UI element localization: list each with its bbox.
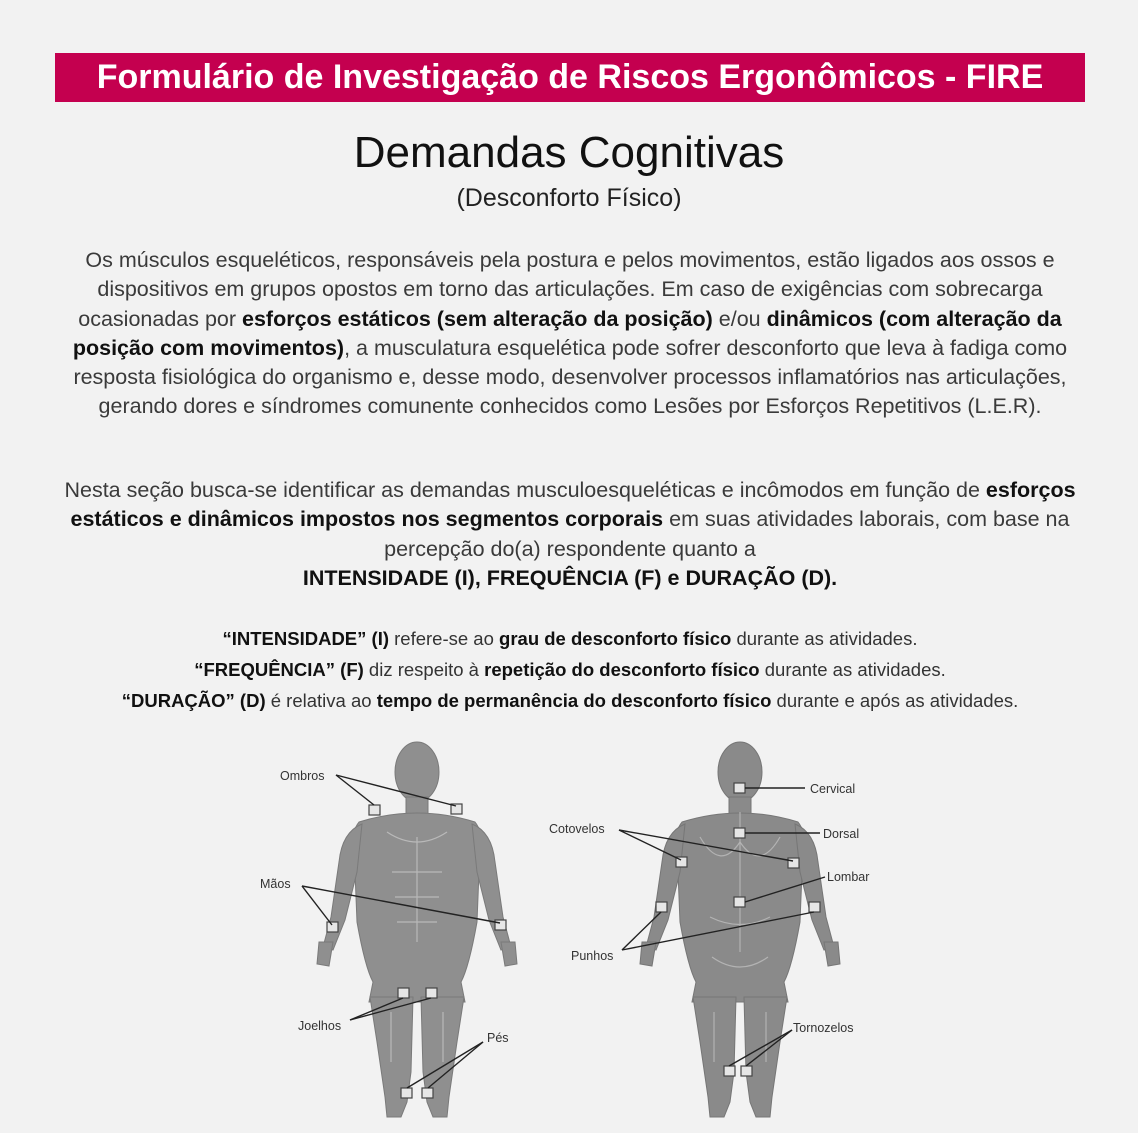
back-body-figure bbox=[640, 742, 840, 1117]
intro-text-1: Os músculos esqueléticos, responsáveis pela postura e pelos movimentos, estão ligados aos ossos e dispositivos em grupos opostos em torno das articulações. Em caso de exigências com sobrecarga ocasionadas por bbox=[78, 248, 1055, 331]
definitions-list bbox=[40, 623, 1100, 716]
purpose-bold-1: esforços estáticos e dinâmicos impostos nos segmentos corporais bbox=[70, 478, 1076, 532]
intro-bold-1: esforços estáticos (sem alteração da posição) bbox=[242, 306, 713, 331]
definition-bold: tempo de permanência do desconforto físico bbox=[376, 690, 772, 711]
section-title: Demandas Cognitivas bbox=[353, 128, 785, 177]
label-shoulders: Ombros bbox=[280, 769, 325, 783]
marker-knee-left bbox=[398, 988, 409, 998]
definition-frequency bbox=[40, 654, 1100, 685]
marker-ankle-left bbox=[724, 1066, 735, 1076]
definition-text: diz respeito à bbox=[363, 659, 485, 680]
label-knees: Joelhos bbox=[298, 1019, 342, 1033]
marker-dorsal bbox=[734, 828, 745, 838]
definition-text: durante as atividades. bbox=[731, 628, 918, 649]
definition-text: refere-se ao bbox=[389, 628, 500, 649]
section-purpose-paragraph bbox=[55, 476, 1085, 593]
body-map-svg bbox=[250, 730, 890, 1125]
label-wrists: Punhos bbox=[571, 949, 614, 963]
marker-lumbar bbox=[734, 897, 745, 907]
section-subtitle: (Desconforto Físico) bbox=[456, 184, 682, 212]
purpose-text-1: Nesta seção busca-se identificar as demandas musculoesqueléticas e incômodos em função de bbox=[64, 478, 986, 502]
form-title: Formulário de Investigação de Riscos Ergonômicos - FIRE bbox=[96, 58, 1044, 96]
label-elbows: Cotovelos bbox=[549, 822, 605, 836]
definition-term: “FREQUÊNCIA” (F) bbox=[194, 659, 364, 680]
definition-duration bbox=[40, 685, 1100, 716]
front-body-figure bbox=[317, 742, 517, 1117]
label-hands: Mãos bbox=[260, 877, 291, 891]
label-ankles: Tornozelos bbox=[793, 1021, 854, 1035]
definition-text: durante as atividades. bbox=[759, 659, 946, 680]
definition-text: durante e após as atividades. bbox=[771, 690, 1019, 711]
marker-wrist-right bbox=[809, 902, 820, 912]
label-feet: Pés bbox=[487, 1031, 509, 1045]
marker-elbow-right bbox=[788, 858, 799, 868]
marker-foot-left bbox=[401, 1088, 412, 1098]
intro-text-2: e/ou bbox=[712, 306, 767, 331]
marker-foot-right bbox=[422, 1088, 433, 1098]
label-cervical: Cervical bbox=[810, 782, 856, 796]
marker-wrist-left bbox=[656, 902, 667, 912]
label-lumbar: Lombar bbox=[827, 870, 870, 884]
marker-hand-left bbox=[327, 922, 338, 932]
intro-paragraph bbox=[55, 246, 1085, 422]
definition-text: é relativa ao bbox=[265, 690, 377, 711]
marker-hand-right bbox=[495, 920, 506, 930]
marker-cervical bbox=[734, 783, 745, 793]
label-dorsal: Dorsal bbox=[823, 827, 860, 841]
definition-term: “DURAÇÃO” (D) bbox=[121, 690, 266, 711]
marker-knee-right bbox=[426, 988, 437, 998]
marker-ankle-right bbox=[741, 1066, 752, 1076]
definition-intensity bbox=[40, 623, 1100, 654]
form-title-banner bbox=[55, 53, 1085, 102]
definition-bold: grau de desconforto físico bbox=[499, 628, 732, 649]
body-map-figure bbox=[250, 730, 890, 1125]
purpose-text-2: em suas atividades laborais, com base na percepção do(a) respondente quanto a bbox=[384, 507, 1070, 561]
marker-shoulder-left bbox=[369, 805, 380, 815]
definition-bold: repetição do desconforto físico bbox=[484, 659, 760, 680]
purpose-bold-2: INTENSIDADE (I), FREQUÊNCIA (F) e DURAÇÃO (D). bbox=[302, 565, 838, 590]
intro-text-3: , a musculatura esquelética pode sofrer desconforto que leva à fadiga como resposta fisiológica do organismo e, desse modo, desenvolver processos inflamatórios nas articulações, gerando dores e síndromes comunente conhecidos como Lesões por Esforços Repetitivos (L.E.R). bbox=[73, 335, 1068, 419]
definition-term: “INTENSIDADE” (I) bbox=[222, 628, 389, 649]
intro-bold-2: dinâmicos (com alteração da posição com movimentos) bbox=[72, 306, 1062, 360]
